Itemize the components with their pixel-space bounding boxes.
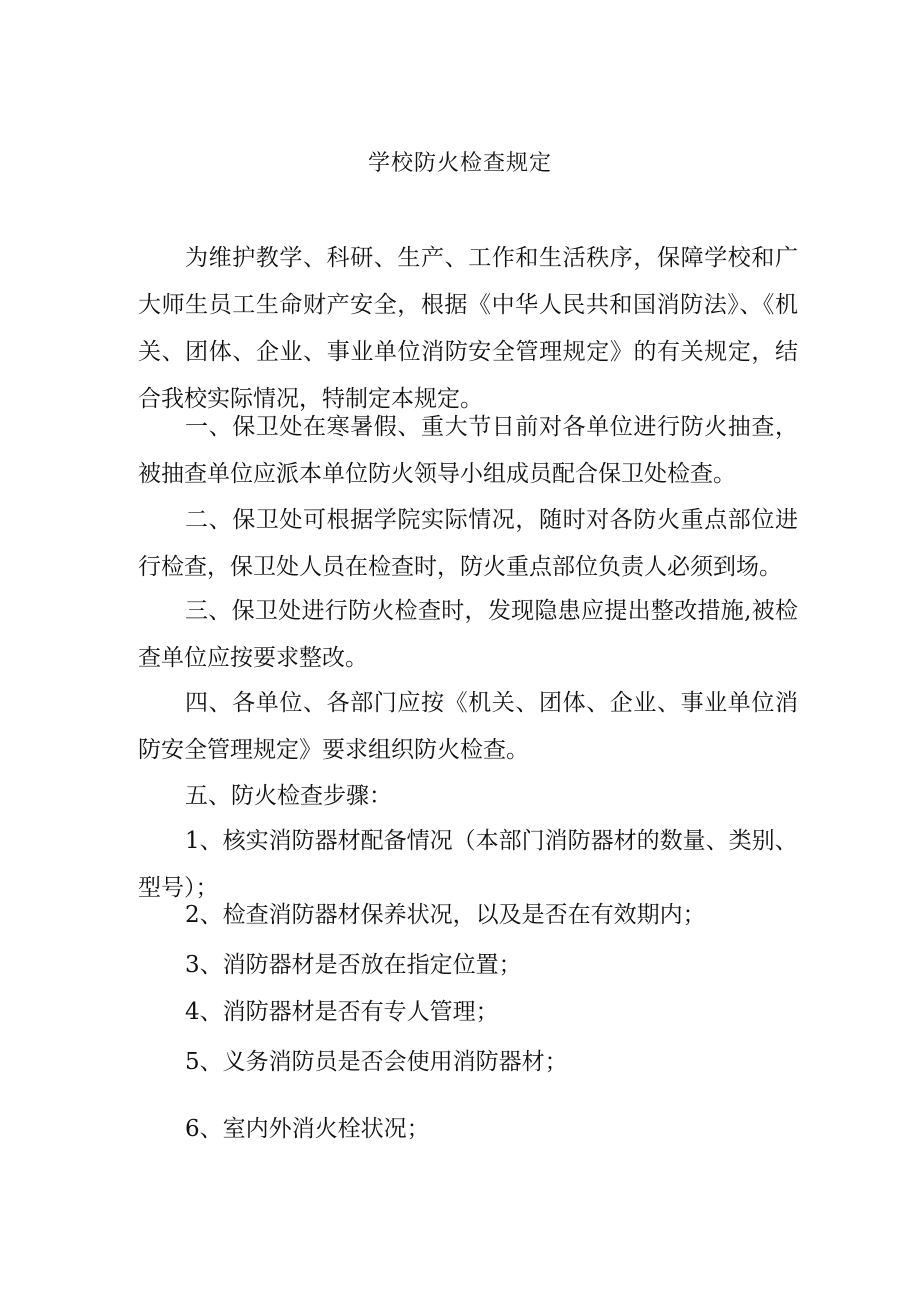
section-3-paragraph: 三、保卫处进行防火检查时，发现隐患应提出整改措施,被检查单位应按要求整改。 xyxy=(138,598,798,671)
page-title: 学校防火检查规定 xyxy=(367,151,552,176)
step-3-item: 3、消防器材是否放在指定位置； xyxy=(185,952,522,978)
intro-paragraph: 为维护教学、科研、生产、工作和生活秩序，保障学校和广大师生员工生命财产安全，根据《中华人民共和国消防法》、《机关、团体、企业、事业单位消防安全管理规定》的有关规定，结合我校实际情况，特制定本规定。 xyxy=(138,245,798,412)
step-5-item: 5、义务消防员是否会使用消防器材； xyxy=(185,1049,568,1075)
step-1-item: 1、核实消防器材配备情况（本部门消防器材的数量、类别、型号）； xyxy=(138,828,798,901)
section-5-heading: 五、防火检查步骤： xyxy=(185,783,392,809)
section-2-paragraph: 二、保卫处可根据学院实际情况，随时对各防火重点部位进行检查，保卫处人员在检查时，防火重点部位负责人必须到场。 xyxy=(138,507,798,580)
section-4-paragraph: 四、各单位、各部门应按《机关、团体、企业、事业单位消防安全管理规定》要求组织防火检查。 xyxy=(138,690,798,763)
step-4-item: 4、消防器材是否有专人管理； xyxy=(185,999,499,1025)
step-2-item: 2、检查消防器材保养状况，以及是否在有效期内； xyxy=(185,902,706,928)
step-6-item: 6、室内外消火栓状况； xyxy=(185,1116,430,1142)
section-1-paragraph: 一、保卫处在寒暑假、重大节日前对各单位进行防火抽查，被抽查单位应派本单位防火领导小组成员配合保卫处检查。 xyxy=(138,414,798,487)
